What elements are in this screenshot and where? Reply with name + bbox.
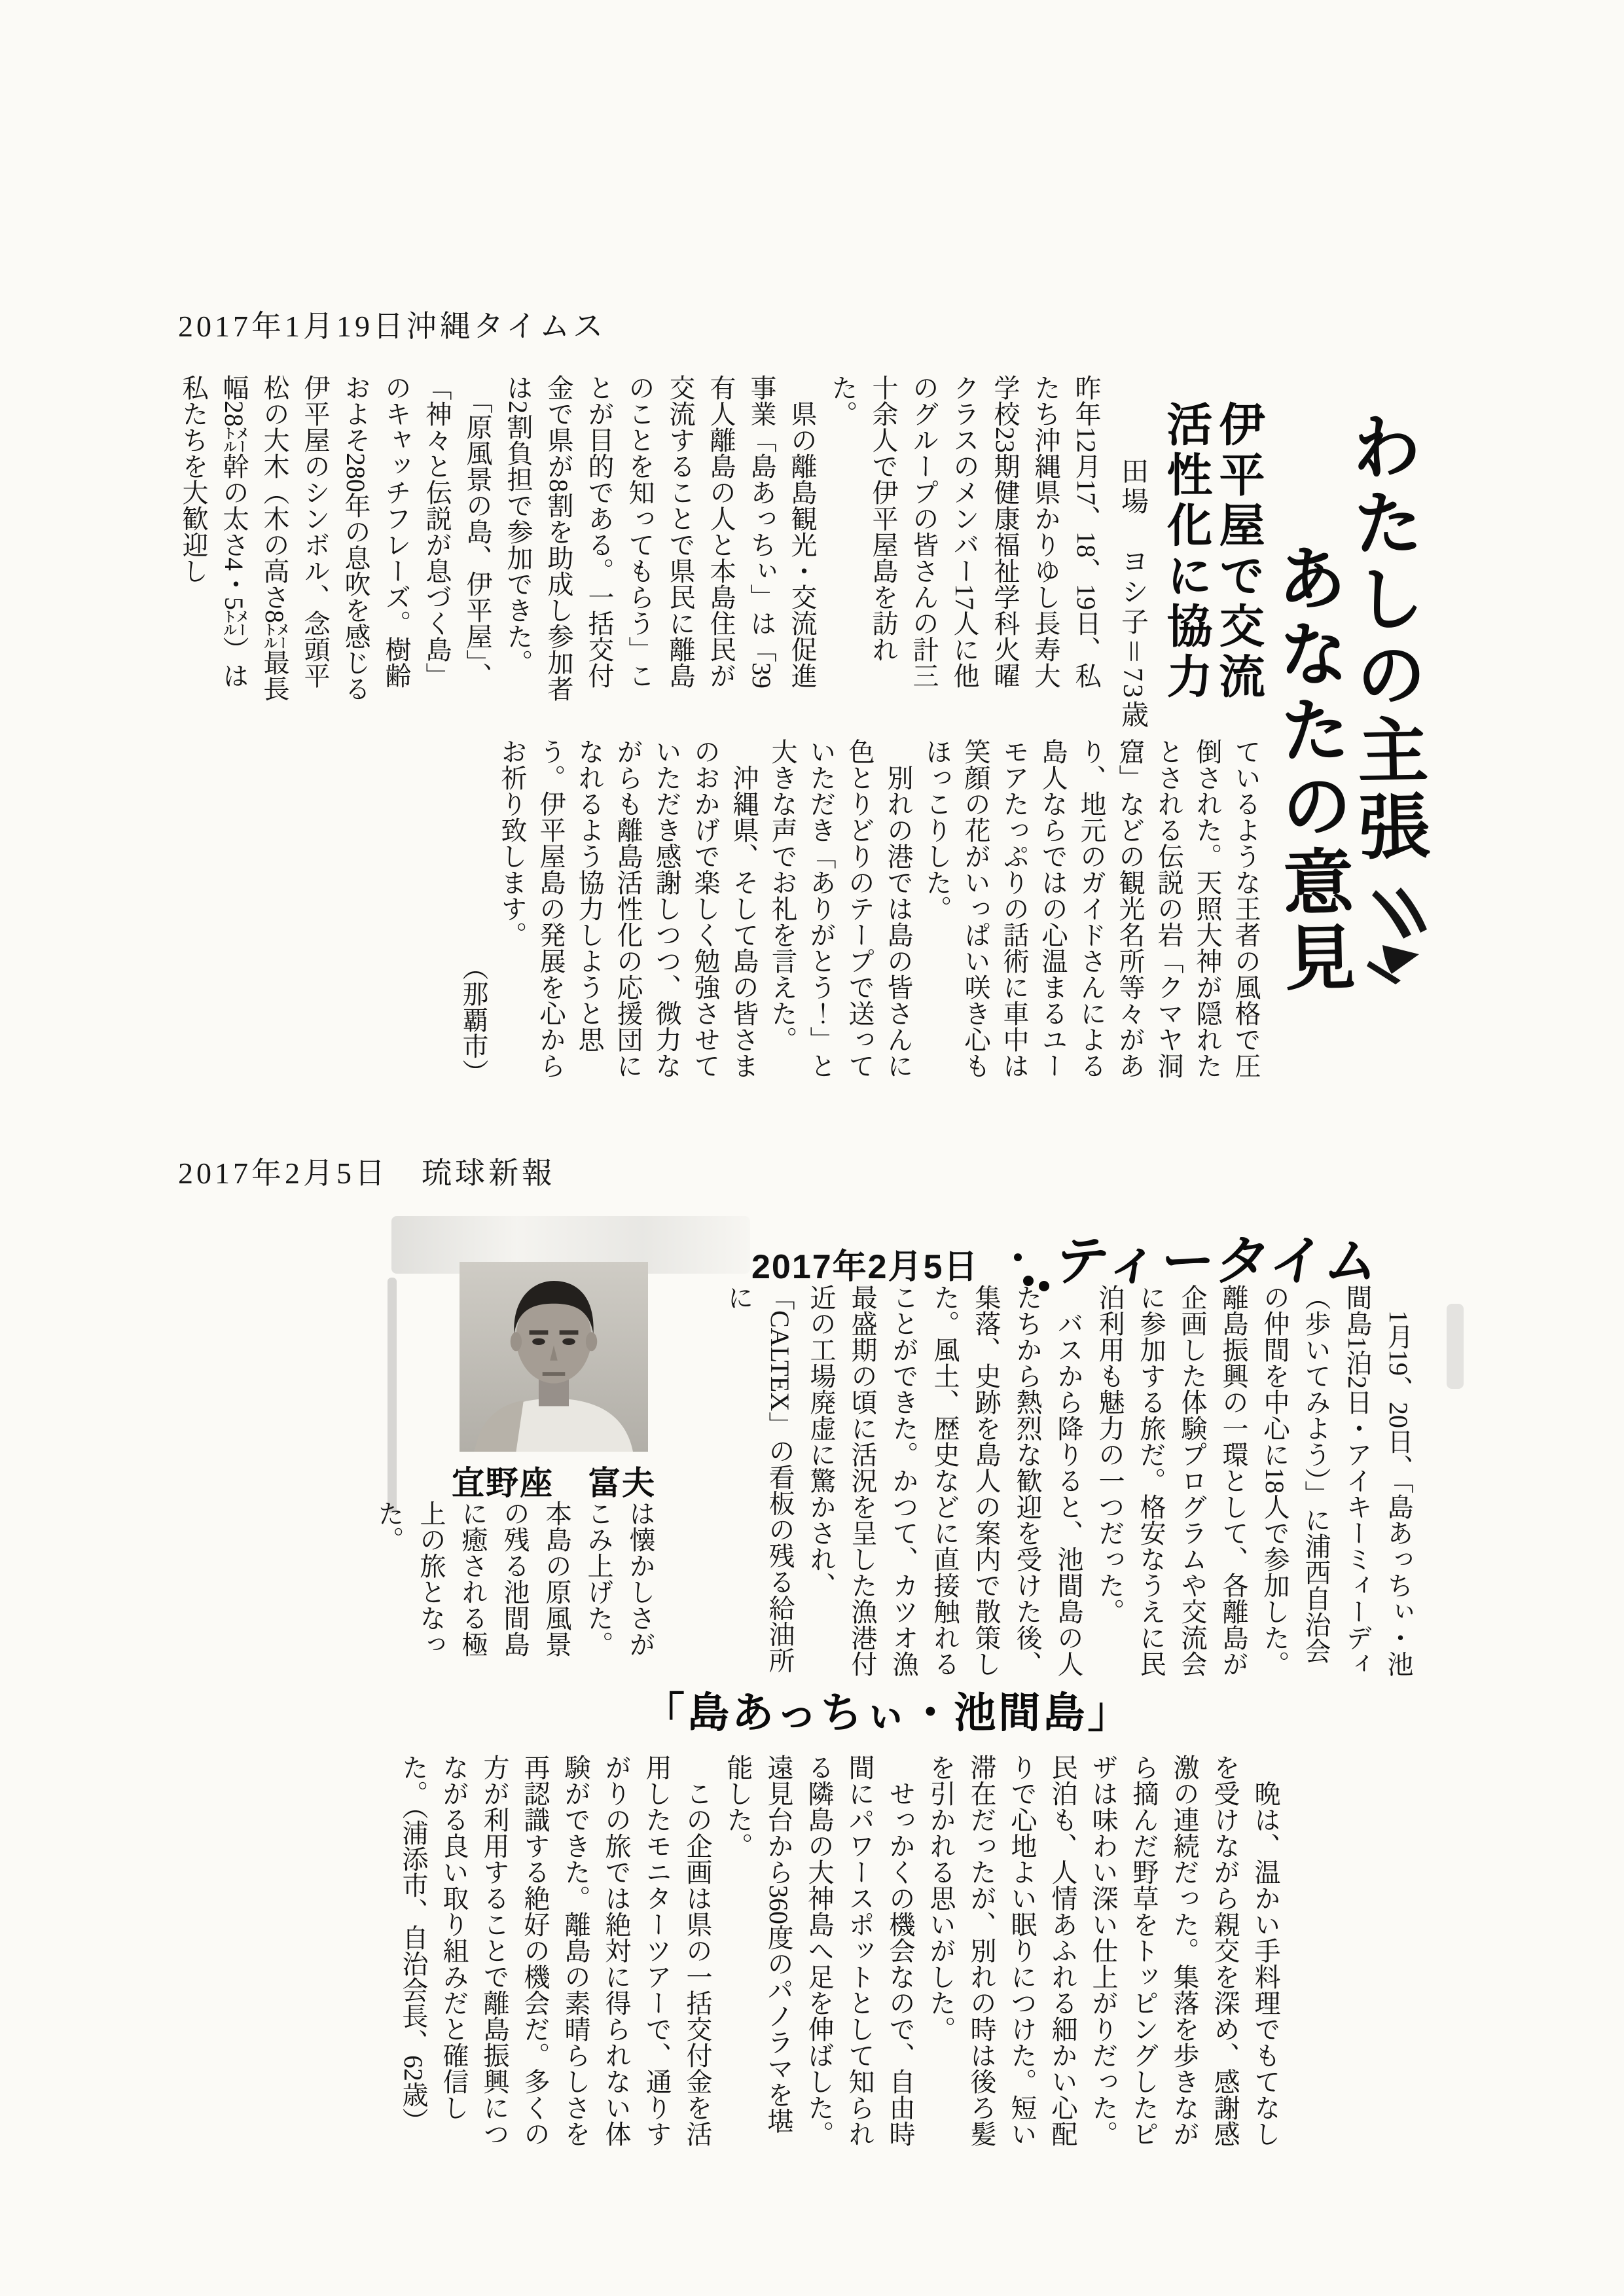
body-paragraph: 1月19、20日、「島あっちぃ・池間島1泊2日・アイキーミィーディ（歩いてみよう）」に浦西自治会の仲間を中心に18人で参加した。離島振興の一環として、各離島が企画した体験プログラムや交流会に参加する旅だ。格安なうえに民泊利用も魅力の一つだった。 [1095,1284,1413,1677]
byline: 田場 ヨシ子＝73歳 [1117,457,1147,731]
times-article-headline [1159,401,1263,703]
shimpo-body-photo-side [374,1500,661,1682]
column-title-line: わたしの主張 [1339,409,1428,867]
source-label-shimpo: 2017年2月5日 琉球新報 [178,1157,555,1190]
body-paragraph: 晩は、温かい手料理でもてなしを受けながら親交を深め、感謝感激の連続だった。集落を歩きながら摘んだ野草をトッピングしたピザは味わい深い仕上がりだった。民泊も、人情あふれる細かい心配りで心地よい眠りにつけた。短い滞在だったが、別れの時は後ろ髪を引かれる思いがした。 [926,1754,1280,2147]
body-paragraph: せっかくの機会なので、自由時間にパワースポットとして知られる隣島の大神島へ足を伸ばした。遠見台から360度のパノラマを堪能した。 [723,1754,915,2147]
column-header-date: 2017年2月5日 [751,1248,979,1286]
shimpo-body-intro [698,1284,1419,1682]
body-paragraph: バスから降りると、池間島の人たちから熱烈な歓迎を受けた後、集落、史跡を島人の案内で散策した。風土、歴史などに直接触れることができた。かつて、カツオ漁最盛期の頃に活況を呈した漁港付近の工場廃虚に驚かされ、「CALTEX」の看板の残る給油所に [724,1284,1083,1677]
shimpo-article-headline: 「島あっちぃ・池間島」 [643,1690,1132,1736]
body-paragraph: この企画は県の一括交付金を活用したモニターツアーで、通りすがりの旅では絶対に得られない体験ができた。離島の素晴らしさを再認識する絶好の機会だ。多くの方が利用することで離島振興につながる良い取り組みだと確信した。（浦添市、自治会長、62歳） [399,1754,712,2147]
times-body-lower [331,738,1265,1084]
teatime-logo-text: ティータイム [1051,1232,1384,1291]
headline-line: 活性化に協力 [1160,401,1210,703]
body-paragraph: 昨年12月17、18、19日、私たち沖縄県かりゆし長寿大学校23期健康福祉学科火曜クラスのメンバー17人に他のグループの皆さんの計三十余人で伊平屋島を訪れた。 [828,374,1101,689]
source-label-times: 2017年1月19日沖縄タイムス [178,310,607,343]
scan-noise [388,1278,397,1513]
body-paragraph: 沖縄県、そして島の皆さまのおかげで楽しく勉強させていただき感謝しつつ、微力ながらも離島活性化の応援団になれるよう協力しようと思う。伊平屋島の発展を心からお祈り致します。 [497,738,759,1079]
column-title-line: あなたの意見 [1265,541,1353,998]
portrait-photo [460,1262,648,1452]
shimpo-body-main [374,1754,1286,2148]
portrait-illustration [460,1262,648,1452]
body-paragraph: は懐かしさがこみ上げた。本島の原風景の残る池間島に癒される極上の旅となった。 [374,1500,655,1657]
attribution: （那覇市） [459,954,488,1085]
body-paragraph: ているような王者の風格で圧倒された。天照大神が隠れたとされる伝説の岩「クマヤ洞窟」などの観光名所等々があり、地元のガイドさんによる島人ならではの心温まるユーモアたっぷりの話術に車中は笑顔の花がいっぱい咲き心もほっこりした。 [922,738,1261,1079]
headline-line: 伊平屋で交流 [1212,401,1263,703]
speech-flourish-icon [1363,882,1435,987]
body-paragraph: 別れの港では島の皆さんに色とりどりのテープで送っていただき「ありがとう！」と大きな声でお礼を言えた。 [768,738,913,1079]
body-paragraph: 県の離島観光・交流促進事業「島あっちぃ」は「39有人離島の人と本島住民が交流することで県民に離島のことを知ってもらう」ことが目的である。一括交付金で県が8割を助成し参加者は2割負担で参加できた。 [503,374,817,702]
photo-caption: 宜野座 富夫 [452,1465,656,1501]
body-paragraph: 「原風景の島、伊平屋」、「神々と伝説が息づく島」のキャッチフレーズ。樹齢およそ280年の息吹を感じる伊平屋のシンボル、念頭平松の大木（木の高さ8㍍最長幅28㍍幹の太さ4・5㍍）は私たちを大歓迎し [179,374,492,702]
times-body-upper [149,374,1106,707]
scan-noise [1447,1304,1464,1389]
